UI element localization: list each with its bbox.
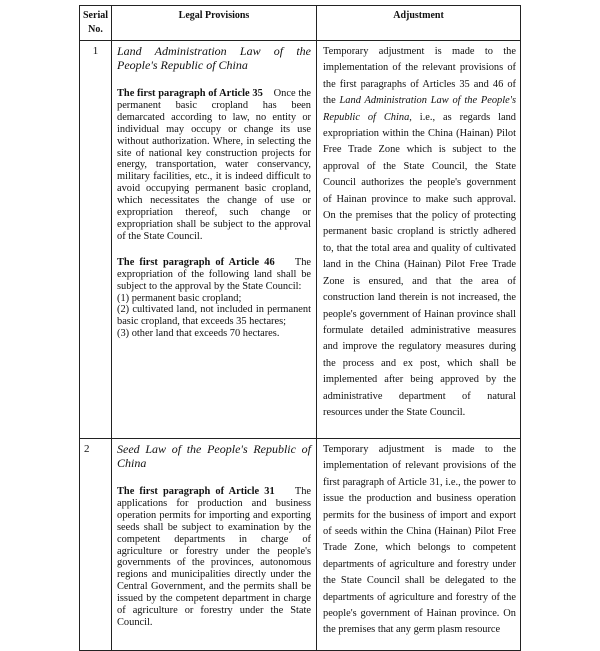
header-adjustment: Adjustment [317,6,521,41]
article-text: Once the permanent basic cropland has been demarcated according to law, no entity or individual may occupy or change its use without authorization. Where, in selecting the site of national key construction projects for energy, transportation, water conservancy, military facilities, etc., it is indeed difficult to avoid occupying permanent basic cropland, which necessitates the change of use or expropriation thereof, such change or expropriation shall be subject to the approval of the State Council. [117,88,312,242]
adjustment-law-name: Land Administration Law of the People's Republic of China [323,95,516,123]
article-block [117,88,311,243]
adjustment-cell [317,41,521,439]
table-row [80,41,521,439]
law-title: Land Administration Law of the People's Republic of China [117,44,311,72]
article-text: The expropriation of the following land shall be subject to the approval by the State Council: [117,256,312,292]
article-title: The first paragraph of Article 46 [117,256,275,268]
article-title: The first paragraph of Article 31 [117,486,275,497]
legal-provisions-cell [112,439,317,651]
adjustment-cell [317,439,521,651]
header-legal-provisions: Legal Provisions [112,6,317,41]
serial-number: 1 [80,41,112,439]
serial-number: 2 [80,439,112,651]
law-title: Seed Law of the People's Republic of China [117,442,311,470]
adjustment-text: Temporary adjustment is made to the implementation of relevant provisions of the first paragraph of Article 31, i.e., the power to issue the production and business operation permits for the business of import and export of seeds within the China (Hainan) Pilot Free Trade Zone, which belongs to competent departments of agriculture and forestry under the State Council shall be delegated to the departments of agriculture and forestry of the people's government of Hainan province. On the premises that any germ plasm resource [323,444,516,636]
adjustment-text: , i.e., as regards land expropriation within the China (Hainan) Pilot Free Trade Zone which is subject to the approval of the State Council, the State Council authorizes the people's government of Hainan province to make such approval. On the premises that the policy of protecting permanent basic cropland is strictly adhered to, that the total area and quality of cultivated land in the China (Hainan) Pilot Free Trade Zone is ensured, and that the area of construction land therein is not increased, the people's government of Hainan province shall formulate detailed administrative measures and improve the regulatory measures during the process and ex post, which shall be implemented after being approved by the administrative department of natural resources under the State Council. [323,111,516,418]
article-block [117,486,311,629]
article-list-item: (2) cultivated land, not included in permanent basic cropland, that exceeds 35 hectares; [117,304,311,328]
article-list-item: (1) permanent basic cropland; [117,292,242,304]
header-serial: Serial No. [80,6,112,41]
table-row [80,439,521,651]
article-block [117,257,311,340]
adjustment-text: Temporary adjustment is made to the implementation of the relevant provisions of the first paragraphs of Articles 35 and 46 of the [323,46,516,107]
table-header-row [80,6,521,41]
article-text: The applications for production and business operation permits for importing and exporting seeds shall be subject to examination by the competent departments in charge of agriculture or forestry under the people's governments of the provinces, autonomous regions and municipalities directly under the Central Government, and the permits shall be issued by the competent department in charge of agriculture or forestry under the State Council. [117,486,312,628]
regulation-table [79,5,521,651]
article-title: The first paragraph of Article 35 [117,88,263,99]
article-list-item: (3) other land that exceeds 70 hectares. [117,328,280,340]
legal-provisions-cell [112,41,317,439]
